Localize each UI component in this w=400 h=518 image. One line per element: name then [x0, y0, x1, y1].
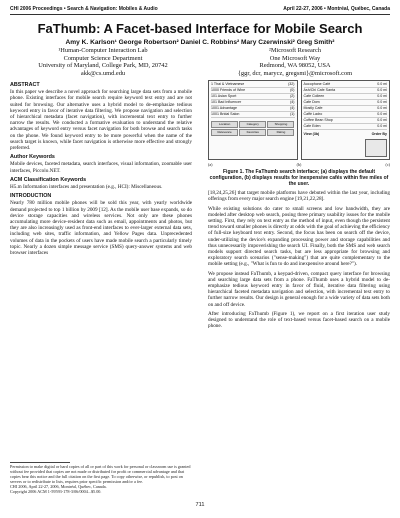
- facet-cell: Location: [211, 121, 238, 128]
- paper-title: FaThumb: A Facet-based Interface for Mobile Search: [37, 21, 363, 36]
- figure-softkeys: [304, 132, 388, 137]
- author-list: Amy K. Karlson¹ George Robertson² Daniel C. Robbins² Mary Czerwinski² Greg Smith²: [65, 39, 335, 46]
- list-item: Cafe Dom 0.0 mi: [303, 100, 387, 104]
- list-item: Mostly Cafe 0.0 mi: [303, 106, 387, 110]
- order-softkey: Order By: [371, 132, 387, 136]
- figure-caption: Figure 1. The FaThumb search interface; (a) displays the default configuration, (b) displays results for inexpensive cafés within five miles of the user.: [209, 169, 389, 188]
- view-softkey: View (3b): [303, 132, 320, 136]
- page-number: 711: [195, 502, 205, 508]
- facet-cell: Category: [239, 121, 266, 128]
- body-paragraph: After introducing FaThumb (Figure 1), we report on a first iteration user study designed to understand the role of text-based versus facet-based search on a mobile phone.: [208, 310, 390, 330]
- footnote-copyright: Copyright 2006 ACM 1-59593-178-3/06/0004...$5.00.: [10, 489, 102, 494]
- subcaption-a: (a): [208, 162, 213, 167]
- subcaption-c: (c): [385, 162, 390, 167]
- affiliation-line: Computer Science Department: [63, 54, 143, 62]
- acm-text: H5.m Information interfaces and presentation (e.g., HCI): Miscellaneous.: [10, 184, 163, 191]
- figure-subcaptions: [208, 162, 390, 168]
- facet-cell: Shopping: [267, 121, 294, 128]
- list-item: 101 Asian Sport (2): [211, 94, 295, 98]
- affiliation-line: One Microsoft Way: [269, 54, 321, 62]
- header-rule: [10, 14, 390, 15]
- introduction-heading: INTRODUCTION: [10, 193, 52, 200]
- list-item: 1 Thai & Vietnamese (32): [211, 82, 295, 86]
- affiliation-right: [200, 47, 390, 77]
- affiliation-line: Redmond, WA 98052, USA: [259, 62, 331, 70]
- subcaption-b: (b): [296, 162, 302, 167]
- header-left: CHI 2006 Proceedings • Search & Navigation: Mobiles & Audio: [10, 6, 158, 12]
- footnote-conference: CHI 2006, April 22-27, 2006, Montréal, Québec, Canada.: [10, 484, 107, 489]
- keywords-heading: Author Keywords: [10, 154, 55, 161]
- body-paragraph: While existing solutions do cater to small screens and low bandwidth, they are modeled after desktop web search, posing three primary usability issues for the mobile setting. First, they rely on text entry as the method of input, even though the persistent trend toward smaller phones is directly at odds with the goal of achieving the efficiency of full-size keyboard text entry. Second, the focus has been on search off the device, under-utilizing the device's expanding processing power and storage capabilities and thus unnecessarily impoverishing the search UI. Finally, both the SMS and web search models support directed search tasks, but are less appropriate for browsing and exploratory search scenarios ("sense-making") that are quite complementary to the mobile setting (e.g., "What is fun to do and inexpensive around here?").: [208, 205, 390, 268]
- body-paragraph: [18,24,25,26] that target mobile platforms have debuted within the last year, including offerings from every major search engine [19,21,22,28].: [208, 190, 390, 203]
- figure-1: [208, 80, 390, 187]
- abstract-heading: ABSTRACT: [10, 82, 40, 88]
- footnote-rule: [10, 462, 70, 463]
- keywords-text: Mobile devices, faceted metadata, search interfaces, visual information, zoomable user interfaces, Piccolo.NET.: [10, 161, 192, 174]
- affiliation-left: [8, 47, 198, 77]
- facet-grid-a: [211, 121, 295, 136]
- facet-cell: Rating: [267, 129, 294, 136]
- copyright-footnote: [10, 464, 192, 494]
- header-right: April 22-27, 2006 • Montréal, Québec, Canada: [283, 6, 390, 12]
- list-item: Coffee Bean Shop 0.0 mi: [303, 118, 387, 122]
- list-item: 1000 Friends of Wine (0): [211, 88, 295, 92]
- list-item: Aucophone Café 0.0 mi: [303, 82, 387, 86]
- figure-screen-a: [208, 80, 298, 160]
- list-item: 101 Bad Influencer (4): [211, 100, 295, 104]
- facet-cell: Relevance: [211, 129, 238, 136]
- affiliation-line: University of Maryland, College Park, MD, 20742: [38, 62, 168, 70]
- affiliation-email[interactable]: akk@cs.umd.edu: [80, 69, 126, 77]
- footnote-permission: Permission to make digital or hard copies of all or part of this work for personal or classroom use is granted without fee provided that copies are not made or distributed for profit or commercial advantage and that copies bear this notice and the full citation on the first page. To copy otherwise, or republish, to post on servers or to redistribute to lists, requires prior specific permission and/or a fee.: [10, 464, 191, 484]
- list-item: Caffè Ladro 0.0 mi: [303, 112, 387, 116]
- affiliation-email[interactable]: {ggr, dcr, marycz, gregsmi}@microsoft.com: [237, 69, 353, 77]
- abstract-text: In this paper we describe a novel approach for searching large data sets from a mobile phone. Existing interfaces for mobile search require keyword text entry and are not suited for browsing. Our alternative uses a hybrid model to de-emphasize tedious keyword entry in favor of iterative data filtering. We propose navigation and selection of hierarchical metadata (facet navigation), with incremental text entry to further narrow the results. We conducted a formative evaluation to understand the relative advantages of keyword entry versus facet navigation for both browse and search tasks on the phone. We found keyword entry to be more powerful when the name of the search target is known, while facet navigation is otherwise more effective and strongly preferred.: [10, 89, 192, 152]
- figure-screens: [208, 80, 390, 160]
- list-item: Cafe Eden 0.0 mi: [303, 124, 387, 128]
- acm-heading: ACM Classification Keywords: [10, 176, 87, 183]
- list-item: 1001 Advantage (4): [211, 106, 295, 110]
- list-item: Ash/Chi Cafe Santa 0.0 mi: [303, 88, 387, 92]
- facet-cell: Favorites: [239, 129, 266, 136]
- affiliation-line: ²Microsoft Research: [268, 47, 322, 54]
- body-paragraph: We propose instead FaThumb, a keypad-driven, compact query interface for browsing and searching large data sets from a phone. FaThumb uses a hybrid model to de-emphasize tedious keyword entry in favor of fluid, iterative data filtering using hierarchical faceted metadata navigation and selection, with incremental text entry to further narrow results. Our design is general enough for a wide variety of data sets both on and off device.: [208, 270, 390, 308]
- list-item: 1001 Bridal Salon (1): [211, 112, 295, 116]
- left-column: [10, 80, 192, 259]
- list-item: Cafe Colleen 0.0 mi: [303, 94, 387, 98]
- affiliation-line: ¹Human-Computer Interaction Lab: [58, 47, 148, 54]
- introduction-text: Nearly 780 million mobile phones will be sold this year, with yearly worldwide demand projected to top 1 billion by 2009 [12]. As the mobile user base expands, so do device storage capacities and wireless services. Not only are these phones accumulating more device-resident data such as email, appointments and photos, but they are also increasingly used as front-end interfaces to ever-larger external data sets, including web sites, traffic information, and Yellow Pages data. Unprecedented volumes of data in the pockets of users have made mobile search a particularly timely topic. Nearly a dozen simple message service (SMS) query-answer systems and web browser interfaces: [10, 200, 192, 257]
- figure-screen-b: [301, 80, 391, 160]
- map-thumbnail: [365, 139, 387, 157]
- right-column: [208, 80, 390, 332]
